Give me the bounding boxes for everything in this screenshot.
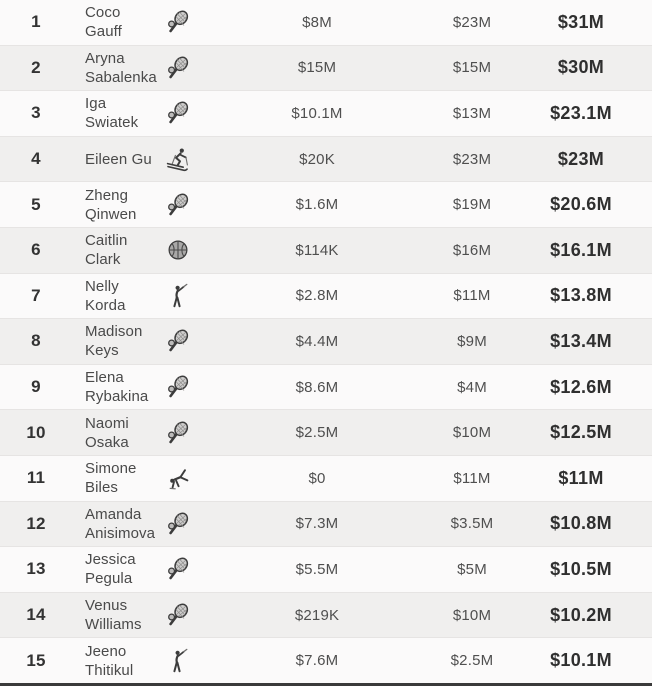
off-field-earnings: $4M xyxy=(457,378,487,396)
athlete-name: Iga Swiatek xyxy=(85,95,139,132)
golfer-icon xyxy=(165,283,191,309)
on-field-earnings: $0 xyxy=(308,469,326,487)
table-row xyxy=(0,501,652,547)
athlete-name: Nelly Korda xyxy=(85,277,126,314)
off-field-earnings: $19M xyxy=(452,196,492,214)
off-field-earnings: $11M xyxy=(453,469,491,487)
skier-icon xyxy=(165,146,192,173)
table-row xyxy=(0,637,652,683)
table-row xyxy=(0,455,652,501)
rank-cell: 3 xyxy=(31,103,41,123)
total-earnings: $23M xyxy=(557,148,605,169)
table-row xyxy=(0,0,652,45)
tennis-racquet-icon xyxy=(165,556,191,582)
tennis-racquet-icon xyxy=(165,328,191,354)
athlete-name: Naomi Osaka xyxy=(85,414,129,451)
athlete-name-cell xyxy=(72,182,156,227)
athlete-name: Coco Gauff xyxy=(85,4,122,41)
athlete-name-cell xyxy=(72,0,156,45)
on-field-earnings: $15M xyxy=(297,59,337,77)
sport-icon-cell xyxy=(156,638,200,683)
table-row xyxy=(0,181,652,227)
table-row xyxy=(0,364,652,410)
table-row xyxy=(0,136,652,182)
table-row xyxy=(0,45,652,91)
rank-cell: 9 xyxy=(31,377,41,397)
athlete-name: Madison Keys xyxy=(85,323,143,360)
rank-cell: 14 xyxy=(26,605,46,625)
athlete-name-cell xyxy=(72,593,156,638)
total-earnings: $10.1M xyxy=(550,650,612,671)
athlete-name-cell xyxy=(72,228,156,273)
athlete-name-cell xyxy=(72,365,156,410)
rank-cell: 10 xyxy=(26,422,46,442)
athlete-name: Eileen Gu xyxy=(85,150,152,168)
off-field-earnings: $10M xyxy=(452,606,492,624)
table-row xyxy=(0,227,652,273)
total-earnings: $12.6M xyxy=(550,376,612,397)
rank-cell: 1 xyxy=(31,12,41,32)
total-earnings: $12.5M xyxy=(550,422,612,443)
off-field-earnings: $11M xyxy=(453,287,491,305)
table-row xyxy=(0,592,652,638)
off-field-earnings: $23M xyxy=(452,150,492,168)
athlete-name-cell xyxy=(72,319,156,364)
athlete-name-cell xyxy=(72,410,156,455)
off-field-earnings: $10M xyxy=(452,424,492,442)
total-earnings: $30M xyxy=(557,57,605,78)
tennis-racquet-icon xyxy=(165,55,191,81)
athlete-name: Simone Biles xyxy=(85,460,137,497)
sport-icon-cell xyxy=(156,0,200,45)
sport-icon-cell xyxy=(156,91,200,136)
tennis-racquet-icon xyxy=(165,420,191,446)
on-field-earnings: $114K xyxy=(295,241,339,259)
sport-icon-cell xyxy=(156,228,200,273)
on-field-earnings: $2.5M xyxy=(295,424,339,442)
tennis-racquet-icon xyxy=(165,192,191,218)
athlete-name: Amanda Anisimova xyxy=(85,505,156,542)
basketball-icon xyxy=(166,238,190,262)
table-row xyxy=(0,90,652,136)
gymnast-icon xyxy=(165,465,192,492)
on-field-earnings: $10.1M xyxy=(291,104,343,122)
tennis-racquet-icon xyxy=(165,374,191,400)
off-field-earnings: $15M xyxy=(452,59,492,77)
off-field-earnings: $2.5M xyxy=(450,652,494,670)
sport-icon-cell xyxy=(156,274,200,319)
athlete-name-cell xyxy=(72,91,156,136)
total-earnings: $23.1M xyxy=(550,102,612,123)
table-row xyxy=(0,546,652,592)
on-field-earnings: $219K xyxy=(294,606,340,624)
tennis-racquet-icon xyxy=(165,602,191,628)
sport-icon-cell xyxy=(156,365,200,410)
golfer-icon xyxy=(165,648,191,674)
on-field-earnings: $7.6M xyxy=(295,652,339,670)
on-field-earnings: $7.3M xyxy=(295,515,339,533)
tennis-racquet-icon xyxy=(165,100,191,126)
off-field-earnings: $3.5M xyxy=(450,515,494,533)
athlete-name-cell xyxy=(72,502,156,547)
sport-icon-cell xyxy=(156,456,200,501)
total-earnings: $13.8M xyxy=(550,285,612,306)
rank-cell: 12 xyxy=(26,513,46,533)
athlete-name: Aryna Sabalenka xyxy=(85,49,157,86)
off-field-earnings: $13M xyxy=(452,104,492,122)
rank-cell: 6 xyxy=(31,240,41,260)
sport-icon-cell xyxy=(156,182,200,227)
sport-icon-cell xyxy=(156,593,200,638)
total-earnings: $11M xyxy=(558,467,604,488)
athlete-name-cell xyxy=(72,46,156,91)
athlete-name-cell xyxy=(72,274,156,319)
total-earnings: $10.5M xyxy=(550,558,612,579)
tennis-racquet-icon xyxy=(165,9,191,35)
on-field-earnings: $1.6M xyxy=(295,196,339,214)
table-row xyxy=(0,273,652,319)
athlete-name-cell xyxy=(72,638,156,683)
table-row xyxy=(0,409,652,455)
on-field-earnings: $2.8M xyxy=(295,287,339,305)
rank-cell: 8 xyxy=(31,331,41,351)
rank-cell: 7 xyxy=(31,285,41,305)
athlete-name-cell xyxy=(72,456,156,501)
tennis-racquet-icon xyxy=(165,511,191,537)
rank-cell: 5 xyxy=(31,194,41,214)
total-earnings: $20.6M xyxy=(550,194,612,215)
athlete-name: Venus Williams xyxy=(85,597,142,634)
athlete-name: Zheng Qinwen xyxy=(85,186,137,223)
off-field-earnings: $9M xyxy=(457,332,487,350)
on-field-earnings: $4.4M xyxy=(295,332,339,350)
sport-icon-cell xyxy=(156,410,200,455)
total-earnings: $31M xyxy=(557,11,605,32)
athlete-name: Elena Rybakina xyxy=(85,369,149,406)
off-field-earnings: $5M xyxy=(457,560,487,578)
rank-cell: 11 xyxy=(26,468,46,488)
athlete-name: Jeeno Thitikul xyxy=(85,642,134,679)
off-field-earnings: $23M xyxy=(452,13,492,31)
on-field-earnings: $8M xyxy=(302,13,332,31)
athlete-name-cell xyxy=(72,547,156,592)
total-earnings: $16.1M xyxy=(550,239,612,260)
rank-cell: 4 xyxy=(31,149,41,169)
athlete-name: Caitlin Clark xyxy=(85,232,128,269)
rank-cell: 15 xyxy=(26,650,46,670)
athlete-name-cell xyxy=(72,137,156,182)
off-field-earnings: $16M xyxy=(452,241,492,259)
table-row xyxy=(0,318,652,364)
on-field-earnings: $8.6M xyxy=(295,378,339,396)
athlete-name: Jessica Pegula xyxy=(85,551,136,588)
sport-icon-cell xyxy=(156,46,200,91)
sport-icon-cell xyxy=(156,547,200,592)
sport-icon-cell xyxy=(156,502,200,547)
total-earnings: $13.4M xyxy=(550,330,612,351)
sport-icon-cell xyxy=(156,137,200,182)
on-field-earnings: $5.5M xyxy=(295,560,339,578)
rank-cell: 2 xyxy=(31,57,41,77)
rank-cell: 13 xyxy=(26,559,46,579)
on-field-earnings: $20K xyxy=(299,150,335,168)
sport-icon-cell xyxy=(156,319,200,364)
total-earnings: $10.2M xyxy=(550,604,612,625)
total-earnings: $10.8M xyxy=(550,513,612,534)
